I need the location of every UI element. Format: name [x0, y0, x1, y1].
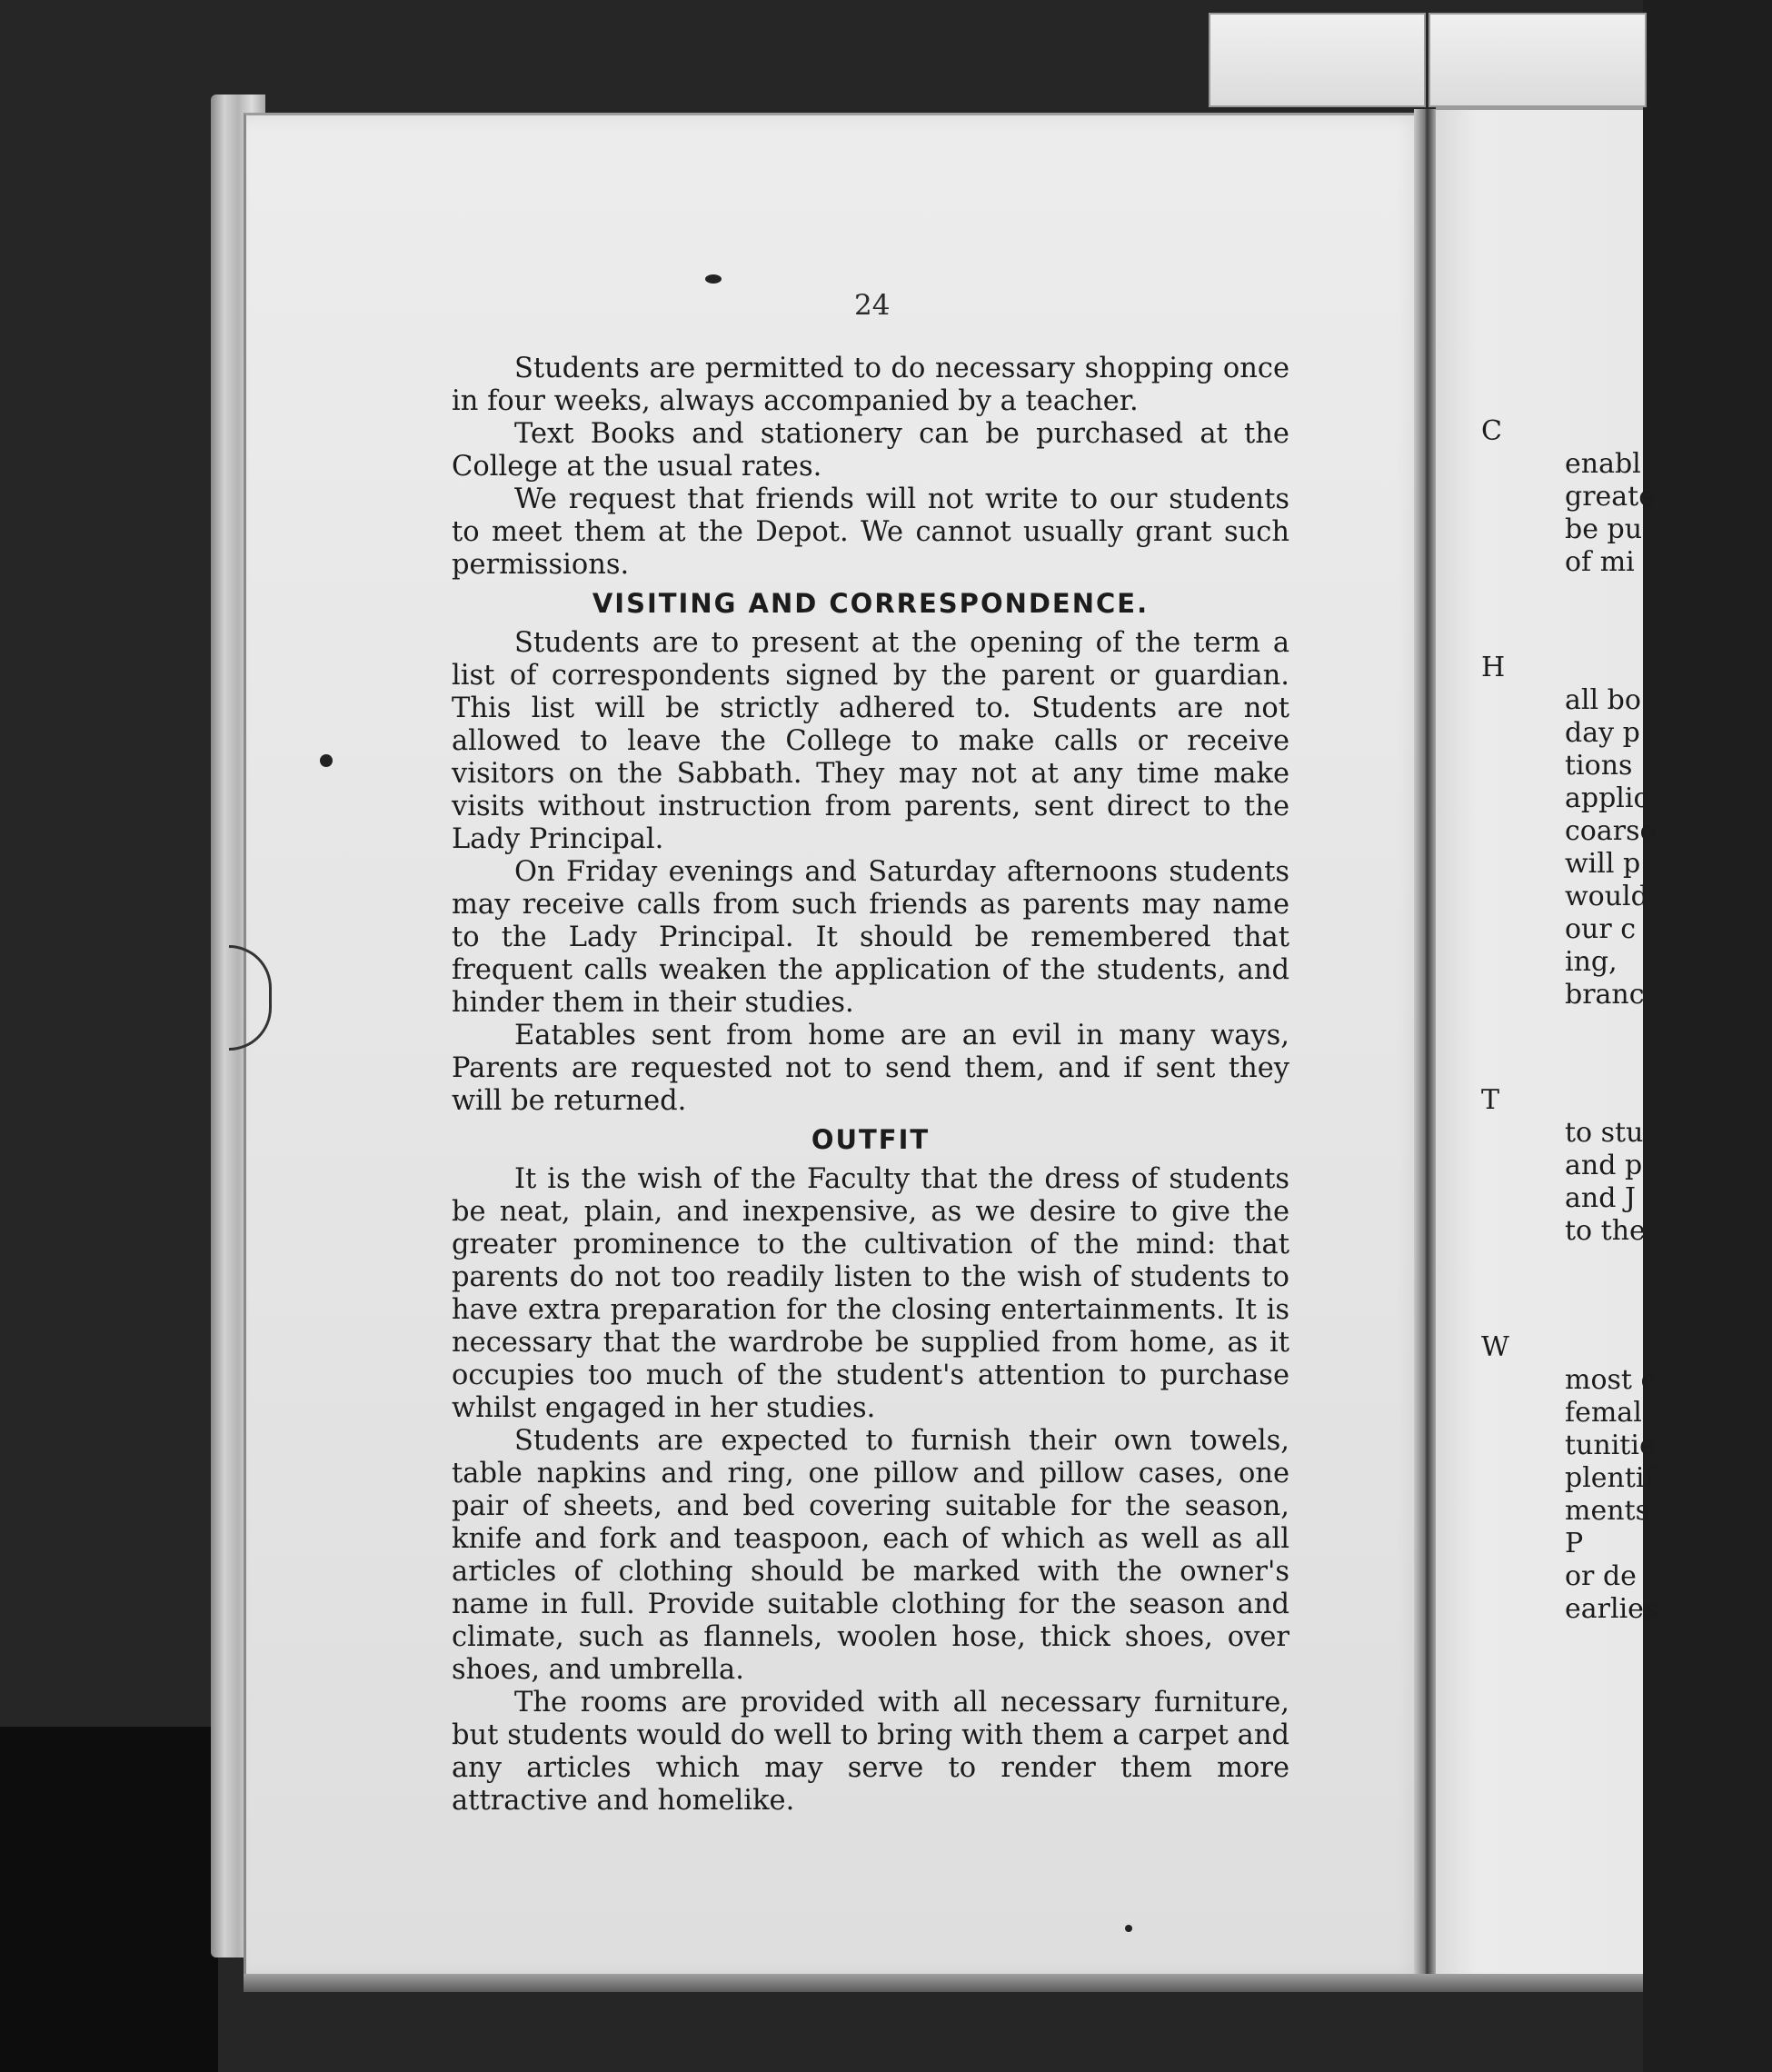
facing-line: C — [1481, 415, 1502, 447]
paragraph: Text Books and stationery can be purchased at the College at the usual rates. — [452, 418, 1289, 483]
top-page-tab — [1209, 13, 1426, 107]
facing-line: or de — [1565, 1560, 1637, 1592]
facing-line: applic — [1565, 782, 1649, 814]
paragraph: Eatables sent from home are an evil in many ways, Parents are requested not to send them, and if sent they will be returned. — [452, 1020, 1289, 1117]
facing-line: of mi — [1565, 546, 1635, 578]
facing-line: femal — [1565, 1397, 1642, 1429]
ink-speck — [320, 754, 333, 767]
facing-line: W — [1481, 1331, 1509, 1363]
facing-line: tunitie — [1565, 1429, 1656, 1461]
facing-line: to stu — [1565, 1117, 1644, 1149]
facing-line: will p — [1565, 848, 1641, 880]
facing-line: ing, — [1565, 946, 1618, 978]
facing-line: most c — [1565, 1364, 1657, 1396]
page-body — [452, 353, 1289, 1818]
paragraph: It is the wish of the Faculty that the dress of students be neat, plain, and inexpensive, as we desire to give the greater prominence to the cultivation of the mind: that parents do not too readily listen to the wish of students to have extra preparation for the closing entertainments. It is necessary that the wardrobe be supplied from home, as it occupies too much of the student's attention to purchase whilst engaged in her studies. — [452, 1163, 1289, 1424]
facing-line: T — [1481, 1084, 1500, 1116]
facing-line: ments — [1565, 1495, 1649, 1527]
facing-line: to the — [1565, 1215, 1646, 1247]
paragraph: The rooms are provided with all necessary furniture, but students would do well to bring with them a carpet and any articles which may serve to render them more attractive and homelike. — [452, 1687, 1289, 1817]
scan-background-corner — [0, 1727, 218, 2072]
paragraph: Students are permitted to do necessary shopping once in four weeks, always accompanied by a teacher. — [452, 353, 1289, 417]
paragraph: We request that friends will not write to our students to meet them at the Depot. We cannot usually grant such permissions. — [452, 483, 1289, 581]
facing-line: our c — [1565, 913, 1637, 945]
facing-line: coarse — [1565, 815, 1657, 847]
facing-line: H — [1481, 652, 1506, 683]
page-bottom-edge — [244, 1974, 1643, 1992]
facing-line: branc — [1565, 979, 1645, 1011]
facing-line: be pu — [1565, 513, 1643, 545]
facing-line: earlies — [1565, 1593, 1658, 1625]
facing-line: and p — [1565, 1150, 1643, 1181]
top-page-tab — [1429, 13, 1647, 107]
facing-page-text — [1436, 110, 1658, 1987]
facing-line: all bo — [1565, 684, 1641, 716]
paragraph: On Friday evenings and Saturday afternoons students may receive calls from such friends as parents may name to the Lady Principal. It should be remembered that frequent calls weaken the application of the students, and hinder them in their studies. — [452, 856, 1289, 1019]
facing-line: P — [1565, 1528, 1584, 1559]
book-gutter — [1414, 109, 1438, 1981]
paragraph: Students are to present at the opening of the term a list of correspondents signed by the parent or guardian. This list will be strictly adhered to. Students are not allowed to leave the College to make calls or receive visitors on the Sabbath. They may not at any time make visits without instruction from parents, sent direct to the Lady Principal. — [452, 627, 1289, 855]
facing-line: greate — [1565, 481, 1655, 513]
facing-line: tions — [1565, 750, 1633, 782]
paragraph: Students are expected to furnish their own towels, table napkins and ring, one pillow and pillow cases, one pair of sheets, and bed covering suitable for the season, knife and fork and teaspoon, each of which as well as all articles of clothing should be marked with the owner's name in full. Provide suitable clothing for the season and climate, such as flannels, woolen hose, thick shoes, over shoes, and umbrella. — [452, 1425, 1289, 1686]
section-heading-visiting: VISITING AND CORRESPONDENCE. — [592, 588, 1150, 619]
right-page-partial — [1436, 107, 1658, 1987]
facing-line: enabl — [1565, 448, 1641, 480]
facing-line: day p — [1565, 717, 1640, 749]
ink-speck — [1125, 1925, 1132, 1932]
facing-line: plentif — [1565, 1462, 1655, 1494]
facing-line: would — [1565, 881, 1648, 912]
section-heading-outfit: OUTFIT — [811, 1124, 931, 1155]
page-number: 24 — [854, 289, 891, 322]
facing-line: and J — [1565, 1182, 1636, 1214]
ink-speck — [705, 274, 722, 284]
